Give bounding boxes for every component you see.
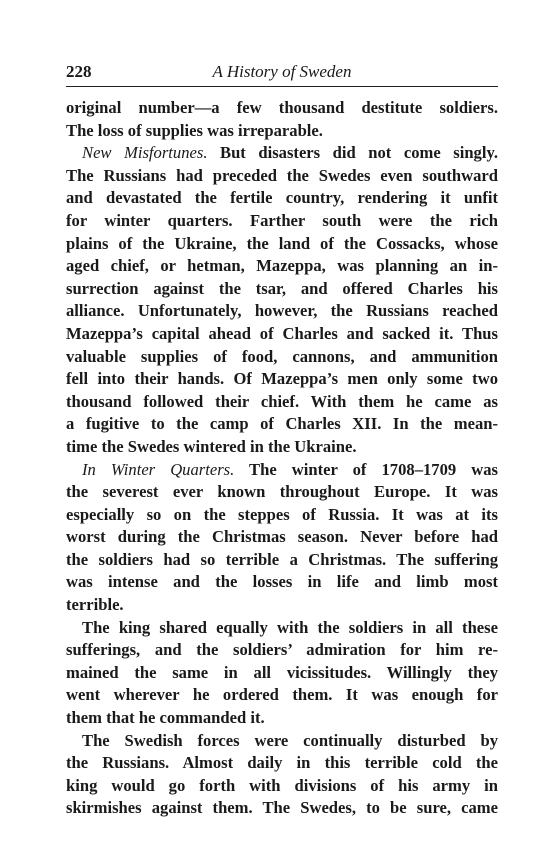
text-line [66, 594, 498, 617]
line-text: fell into their hands. Of Mazeppa’s men only some two [66, 369, 498, 389]
line-text: alliance. Unfortunately, however, the Russians reached [66, 301, 498, 321]
text-line [66, 459, 498, 482]
text-line [66, 617, 498, 640]
line-text: thousand followed their chief. With them he came as [66, 391, 498, 411]
text-line [66, 797, 498, 820]
text-line [66, 413, 498, 436]
line-text: The loss of supplies was irreparable. [66, 120, 323, 140]
page-body-text [66, 97, 498, 820]
text-line [66, 165, 498, 188]
line-text: went wherever he ordered them. It was enough for [66, 685, 498, 705]
text-line [66, 120, 498, 143]
line-text: The Russians had preceded the Swedes even southward [66, 165, 498, 185]
text-line [66, 549, 498, 572]
line-text: them that he commanded it. [66, 708, 265, 728]
text-line [66, 481, 498, 504]
line-text: time the Swedes wintered in the Ukraine. [66, 436, 357, 456]
text-line [66, 775, 498, 798]
line-text: The Swedish forces were continually disturbed by [82, 730, 498, 750]
line-text: valuable supplies of food, cannons, and ammunition [66, 346, 498, 366]
line-text: a fugitive to the camp of Charles XII. In the mean- [66, 414, 498, 434]
text-line [66, 142, 498, 165]
text-line [66, 346, 498, 369]
text-line [66, 97, 498, 120]
line-text: was intense and the losses in life and limb most [66, 572, 498, 592]
page-header [66, 62, 498, 87]
line-text: especially so on the steppes of Russia. It was at its [66, 504, 498, 524]
line-text: terrible. [66, 595, 124, 615]
text-line [66, 526, 498, 549]
page-number: 228 [66, 62, 92, 81]
line-text: the Russians. Almost daily in this terrible cold the [66, 753, 498, 773]
line-text: original number—a few thousand destitute soldiers. [66, 98, 498, 117]
text-line [66, 300, 498, 323]
text-line [66, 391, 498, 414]
text-line [66, 504, 498, 527]
line-text: The king shared equally with the soldiers in all these [82, 617, 498, 637]
text-line [66, 187, 498, 210]
text-line [66, 368, 498, 391]
line-text: But disasters did not come singly. [207, 143, 498, 163]
line-text: sufferings, and the soldiers’ admiration for him re- [66, 640, 498, 660]
text-line [66, 278, 498, 301]
section-heading: In Winter Quarters. [82, 459, 235, 479]
line-text: the severest ever known throughout Europe. It was [66, 482, 498, 502]
text-line [66, 707, 498, 730]
line-text: king would go forth with divisions of his army in [66, 775, 498, 795]
line-text: and devastated the fertile country, rendering it unfit [66, 188, 498, 208]
text-line [66, 323, 498, 346]
line-text: skirmishes against them. The Swedes, to be sure, came [66, 798, 498, 818]
text-line [66, 752, 498, 775]
running-title: A History of Sweden [212, 62, 352, 81]
line-text: mained the same in all vicissitudes. Willingly they [66, 662, 498, 682]
text-line [66, 210, 498, 233]
line-text: aged chief, or hetman, Mazeppa, was planning an in- [66, 256, 498, 276]
text-line [66, 571, 498, 594]
line-text: plains of the Ukraine, the land of the Cossacks, whose [66, 233, 498, 253]
text-line [66, 233, 498, 256]
line-text: for winter quarters. Farther south were the rich [66, 210, 498, 230]
line-text: Mazeppa’s capital ahead of Charles and sacked it. Thus [66, 323, 498, 343]
line-text: worst during the Christmas season. Never before had [66, 527, 498, 547]
line-text: The winter of 1708–1709 was [234, 459, 498, 479]
text-line [66, 684, 498, 707]
line-text: the soldiers had so terrible a Christmas. The suffering [66, 549, 498, 569]
text-line [66, 255, 498, 278]
section-heading: New Misfortunes. [82, 143, 208, 163]
line-text: surrection against the tsar, and offered Charles his [66, 278, 498, 298]
text-line [66, 662, 498, 685]
text-line [66, 730, 498, 753]
text-line [66, 436, 498, 459]
text-line [66, 639, 498, 662]
